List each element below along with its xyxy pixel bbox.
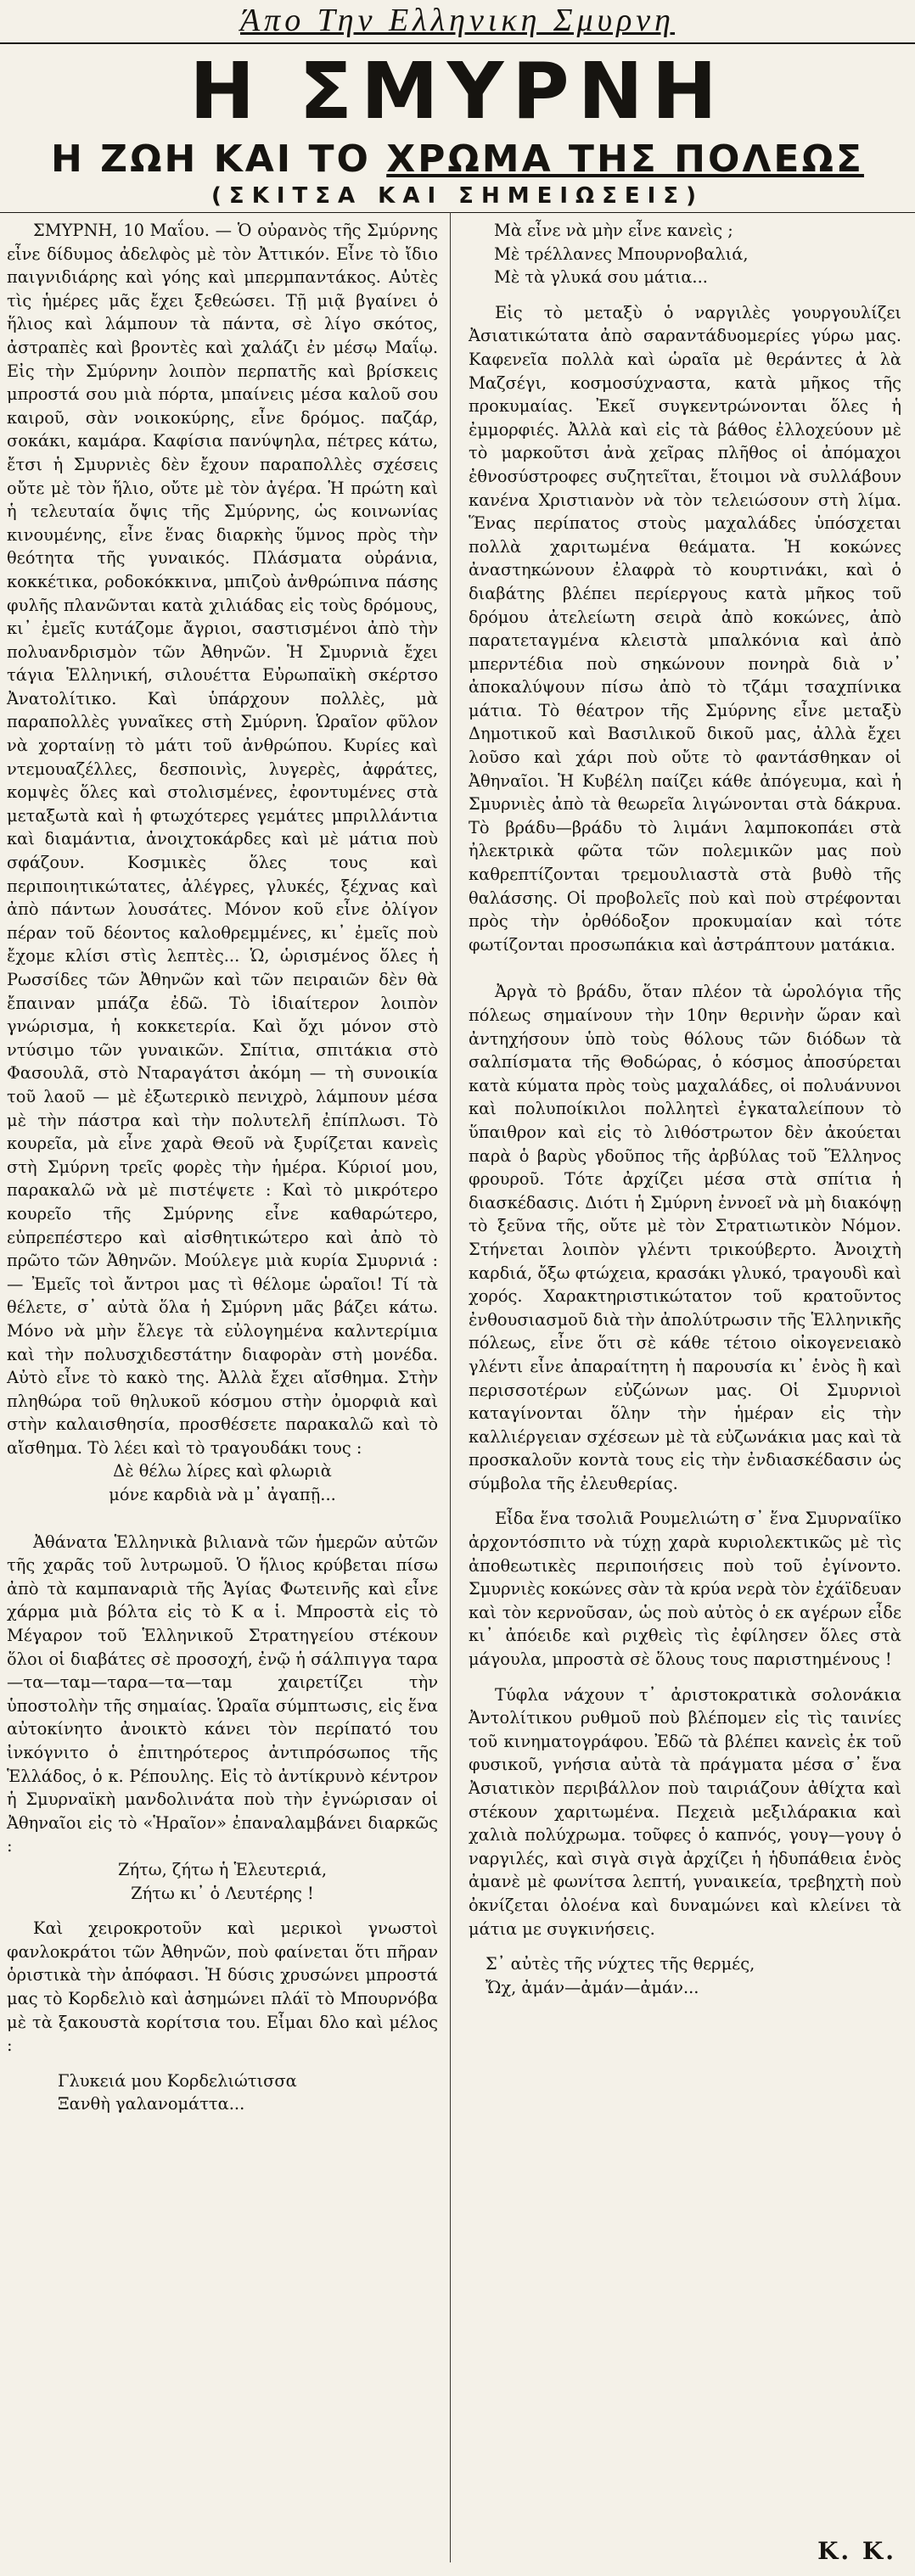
left-verse-3a: Γλυκειά μου Κορδελιώτισσα bbox=[58, 2070, 297, 2091]
subheadline-part-a: Η ΖΩΗ ΚΑΙ ΤΟ bbox=[51, 137, 387, 181]
left-verse-3b: Ξανθὴ γαλανομάττα... bbox=[58, 2094, 245, 2114]
section-kicker: Άπο Την Ελληνικη Σμυρνη bbox=[239, 3, 676, 38]
left-verse-2b: Ζήτω κι᾿ ὁ Λευτέρης ! bbox=[131, 1883, 314, 1903]
right-gap-2 bbox=[469, 1495, 901, 1507]
right-gap-1 bbox=[469, 956, 901, 980]
left-paragraph-3: Καὶ χειροκροτοῦν καὶ μερικοὶ γνωστοὶ φανλοκράτοι τῶν Ἀθηνῶν, ποὺ φαίνεται ὅτι πῆραν ὁριστικὰ τὴν ἀπόφασι. Ἡ δύσις χρυσώνει μπροστά μας τὸ Κορδελιὸ καὶ ἀσημώνει πλάϊ τὸ Μπουρνόβα μὲ τὰ ξακουστὰ κορίτσια του. Εἶμαι δλο καὶ μέλος : bbox=[7, 1918, 438, 2056]
author-signature: Κ. Κ. bbox=[817, 2537, 896, 2565]
right-verse-0c: Μὲ τὰ γλυκά σου μάτια... bbox=[494, 267, 708, 288]
right-gap-4 bbox=[469, 1940, 901, 1952]
right-verse-4b: Ὤχ, ἀμάν—ἀμάν—ἀμάν... bbox=[486, 1977, 699, 1997]
article-kicker: (ΣΚΙΤΣΑ ΚΑΙ ΣΗΜΕΙΩΣΕΙΣ) bbox=[211, 183, 704, 209]
left-gap-3 bbox=[7, 2058, 438, 2069]
headline: Η ΣΜΥΡΝΗ bbox=[189, 46, 726, 137]
subheadline-part-b: ΧΡΩΜΑ ΤΗΣ ΠΟΛΕΩΣ bbox=[386, 137, 864, 181]
right-paragraph-1: Εἰς τὸ μεταξὺ ὁ ναργιλὲς γουργουλίζει Ἀσιατικώτατα ἀπὸ σαραντάδυομερίες γύρω μας. Καφενεῖα πολλὰ καὶ ὡραῖα μὲ θεράντες ἀ λὰ Μαζσέγι, κοσμοσύχναστα, κατὰ μῆκος τῆς προκυμαίας. Ἐκεῖ συγκεντρώνονται ὅλες ἡ ἐμμορφιές. Ἀλλὰ καὶ εἰς τὰ βάθος ἐλλοχεύουν μὲ τὸ μαρκοῦτσι ἀνὰ χεῖρας πλῆθος οἱ ἀπόμαχοι ἐθνοσύστροφες συζητεῖται, ἕτοιμοι νὰ συλλάβουν κανένα Χριστιανὸν νὰ τὸν τελειώσουν στὴ λίμα. Ἕνας περίπατος στοὺς μαχαλάδες ὑπόσχεται πολλὰ χαριτωμένα θεάματα. Ἡ κοκώνες ἀναστηκώνουν ἐλαφρὰ τὸ κουρτινάκι, καὶ ὁ διαβάτης βλέπει περίεργους κατὰ μῆκος τοῦ δρόμου ἀτελείωτη σειρὰ ἀπὸ κοκώνες, ἀπὸ παρατεταγμένα κλειστὰ μπαλκόνια καὶ ἀπὸ μπερντέδια ποὺ σηκώνουν πονηρὰ διὰ ν᾿ ἀποκαλύψουν πίσω ἀπὸ τὸ τζάμι τσαχπίνικα μάτια. Τὸ θέατρον τῆς Σμύρνης εἶνε μεταξὺ Δημοτικοῦ καὶ Βασιλικοῦ δικοῦ μας, ἀλλὰ ἔχει λοῦσο καὶ χάρι ποὺ οὔτε τὸ φαντάσθηκαν οἱ Ἀθηναῖοι. Ἡ Κυβέλη παίζει κάθε ἀπόγευμα, καὶ ἡ Σμυρνιὲς ἀπὸ τὰ θεωρεῖα λιγώνονται στὰ δάκρυα. Τὸ βράδυ—βράδυ τὸ λιμάνι λαμποκοπάει στὰ ἠλεκτρικὰ φῶτα τῶν πολεμικῶν μας ποὺ καθρεπτίζονται τρεμουλιαστὰ στὰ βυθὸ τῆς θαλάσσης. Οἱ προβολεῖς ποὺ καὶ ποὺ στρέφονται πρὸς τὴν ὀρθόδοξον προκυμαίαν καὶ τότε φωτίζονται προσωπάκια καὶ ἀστράπτουν ματάκια. bbox=[469, 302, 901, 955]
left-paragraph-2: Ἀθάνατα Ἑλληνικὰ βιλιανὰ τῶν ἡμερῶν αὐτῶν τῆς χαρᾶς τοῦ λυτρωμοῦ. Ὁ ἥλιος κρύβεται πίσω ἀπὸ τὰ καμπαναριὰ τῆς Ἁγίας Φωτεινῆς καὶ εἶνε χάρμα μιὰ βόλτα εἰς τὸ Κ α ἱ. Μπροστὰ εἰς τὸ Μέγαρον τοῦ Ἑλληνικοῦ Στρατηγείου στέκουν ὅλοι οἱ διαβάτες σὲ προσοχή, ἐνῷ ἡ σάλπιγγα ταρα—τα—ταμ—ταρα—τα—ταμ χαιρετίζει τὴν ὑποστολὴν τῆς σημαίας. Ὡραῖα σύμπτωσις, εἰς ἕνα αὐτοκίνητο ἀνοικτὸ κάνει τὸν περίπατό του ἰνκόγνιτο ὁ ἐπιτηρότερος ἀντιπρόσωπος τῆς Ἑλλάδος, ὁ κ. Ρέπουλης. Εἰς τὸ ἀντίκρυνὸ κέντρον ἡ Σμυρναϊκὴ μανδολινάτα ποὺ τὴν ἐγνώρισαν οἱ Ἀθηναῖοι εἰς τὸ «Ἡραῖον» ἐπαναλαμβάνει διαρκῶς : bbox=[7, 1532, 438, 1856]
header-rule-bottom bbox=[0, 212, 915, 213]
left-gap-2 bbox=[7, 1905, 438, 1917]
left-verse-1a: Δὲ θέλω λίρες καὶ φλωριὰ bbox=[113, 1461, 332, 1481]
right-paragraph-4: Τύφλα νάχουν τ᾿ ἀριστοκρατικὰ σολονάκια Ἀντολίτικου ρυθμοῦ ποὺ βλέπομεν εἰς τὶς ταινίες τοῦ κινηματογράφου. Ἐδῶ τὰ βλέπει κανεὶς ἐκ τοῦ φυσικοῦ, γνήσια αὐτὰ τὰ πράγματα μέσα σ᾿ ἕνα Ἀσιατικὸν περιβάλλον ποὺ ταιριάζουν ἀθίχτα καὶ στέκουν χαριτωμένα. Πεχειὰ μεξιλάρακια καὶ χαλιὰ πολύχρωμα. τοῦφες ὁ καπνός, γουγ—γουγ ὁ ναργιλές, καὶ σιγὰ σιγὰ ἀρχίζει ἡ ἡδυπάθεια ἑνὸς ἀμανὲ μὲ φωνίτσα λεπτή, γυναικεία, τρεβηχτὴ ποὺ ὀκνίζεται ὀλοένα καὶ δυναμώνει καὶ κλείνει τὰ μάτια με συγκινήσεις. bbox=[469, 1684, 901, 1939]
right-gap-0 bbox=[469, 289, 901, 301]
left-paragraph-1: ΣΜΥΡΝΗ, 10 Μαΐου. — Ὁ οὐρανὸς τῆς Σμύρνης εἶνε δίδυμος ἀδελφὸς μὲ τὸν Ἀττικόν. Εἶνε τὸ ἴδιο παιγνιδιάρης καὶ γόης καὶ μπερμπαντάκος. Αὐτὲς τὶς ἡμέρες μᾶς ἔχει ξεθεώσει. Τῇ μιᾷ βγαίνει ὁ ἥλιος καὶ λάμπουν τὰ πάντα, σὲ λίγο σκότος, ἀστραπὲς καὶ βροντὲς καὶ χαλάζι ἐν μέσῳ Μαΐῳ. Εἰς τὴν Σμύρνην λοιπὸν περπατῆς καὶ βρίσκεις μπροστά σου μιὰ πόρτα, μπαίνεις μέσα καλοῦ σου καιροῦ, σὰν νοικοκύρης, εἶνε δρόμος. παζάρ, σοκάκι, καμάρα. Καφίσια πανύψηλα, πέτρες κάτω, ἔτσι ἡ Σμυρνιὲς δὲν ἔχουν παραπολλὲς σχέσεις οὔτε μὲ τὸν ἥλιο, οὔτε μὲ τὸν ἀγέρα. Ἡ πρώτη καὶ ἡ τελευταία ὄψις τῆς Σμύρνης, ὡς κοινωνίας κινουμένης, εἶνε ἕνας διαρκὴς ὕμνος πρὸς τὴν θεότητα τῆς γυναικός. Πλάσματα οὐράνια, κοκκέτικα, ροδοκόκκινα, μπιζοὺ ἀνθρώπινα πάσης φυλῆς πλανῶνται κατὰ χιλιάδας εἰς τοὺς δρόμους, κι᾿ ἐμεῖς κυτάζομε ἄγριοι, σαστισμένοι ἀπὸ τὴν πολυανδρισμὸν τῶν Ἀθηνῶν. Ἡ Σμυρνιὰ ἔχει τάγια Ἑλληνική, σιλουέττα Εὐρωπαϊκὴ σκέρτσο Ἀνατολίτικο. Καὶ ὑπάρχουν πολλὲς, μὰ παραπολλὲς γυναῖκες στὴ Σμύρνη. Ὡραῖον φῦλον νὰ χορταίνῃ τὸ μάτι τοῦ ἀνθρώπου. Κυρίες καὶ ντεμουαζέλλες, δεσποινὶς, λυγερὲς, ἀφράτες, κομψὲς ὅλες καὶ στολισμένες, ἐφοντυμένες στὰ μεταξωτὰ καὶ ἡ φτωχότερες γεμάτες μπριλλάντια καὶ διαμάντια, ἀνοιχτοκάρδες καὶ μὲ μάτια ποὺ σφάζουν. Κοσμικὲς ὅλες τους καὶ περιποιητικώτατες, ἀλέγρες, γλυκές, ξέχνας καὶ ἀπὸ πάντων λουσάτες. Μόνον κοῦ εἶνε ὀλίγον πέραν τοῦ δέοντος καλοθρεμμένες, κι᾿ ἐμεῖς ποὺ ἔχομε κλίσι στὶς λεπτὲς... Ὡ, ὡρισμένος ὅλες ἡ Ρωσσίδες τῶν Ἀθηνῶν καὶ τῶν πειραιῶν δὲν θὰ ἔπαιναν μπάζα ἐδῶ. Τὸ ἰδιαίτερον λοιπὸν γνώρισμα, ἡ κοκκετερία. Καὶ ὄχι μόνον στὸ ντύσιμο τῶν γυναικῶν. Σπίτια, σπιτάκια στὸ Φασουλᾶ, στὸ Νταραγάτσι ἀκόμη — τὴ συνοικία τοῦ λαοῦ — μὲ ἐξωτερικὸ πενιχρὸ, λάμπουν μέσα μὲ τὴν πάστρα καὶ τὴν πολυτελῆ ἐπίπλωσι. Τὸ κουρεῖα, μὰ εἶνε χαρὰ Θεοῦ νὰ ξυρίζεται κανεὶς στὴ Σμύρνη τρεῖς φορὲς τὴν ἡμέρα. Κύριοί μου, παρακαλῶ νὰ μὲ πιστέψετε : Καὶ τὸ μικρότερο κουρεῖο τῆς Σμύρνης εἶνε καθαρώτερο, εὐπρεπέστερο καὶ αἰσθητικώτερο καὶ ἀπὸ τὸ πρῶτο τῶν Ἀθηνῶν. Μούλεγε μιὰ κυρία Σμυρνιά : — Ἐμεῖς τοὶ ἄντροι μας τὶ θέλομε ὡραῖοι! Τί τὰ θέλετε, σ᾿ αὐτὰ ὅλα ἡ Σμύρνη μᾶς βάζει κάτω. Μόνο νὰ μὴν ἔλεγε τὰ εὐλογημένα καλντερίμια καὶ τὴν πολυσχιδεστάτην διαφορὰν στὴ μονέδα. Αὐτὸ εἶνε τὸ κακὸ της. Ἀλλὰ ἔχει αἴσθημα. Στὴν πληθώρα τοῦ θηλυκοῦ κόσμου στὴν ὀμορφιὰ καὶ στὴν καλαισθησία, προσθέσετε παρακαλῶ καὶ τὸ αἴσθημα. Τὸ λέει καὶ τὸ τραγουδάκι τους : bbox=[7, 221, 438, 1458]
left-verse-2a: Ζήτω, ζήτω ἡ Ἑλευτεριά, bbox=[117, 1859, 328, 1879]
right-paragraph-2: Ἀργὰ τὸ βράδυ, ὅταν πλέον τὰ ὡρολόγια τῆς πόλεως σημαίνουν τὴν 10ην θερινὴν ὥραν καὶ ἀντηχήσουν ὑπὸ τοὺς θόλους τῶν διόδων τὰ σαλπίσματα τῆς Θοδώρας, ὁ κόσμος ἀποσύρεται κατὰ κύματα πρὸς τοὺς μαχαλάδες, οἱ πολυάνυνοι καὶ πολυποίκιλοι πολλητεὶ ἐγκαταλείπουν τὸ ὕπαιθρον καὶ εἰς τὸ λιθόστρωτον δὲν ἀκούεται παρὰ ὁ βαρὺς γδοῦπος τῆς ἀρβύλας τοῦ Ἕλληνος φρουροῦ. Τότε ἀρχίζει μέσα στὰ σπίτια ἡ διασκέδασις. Διότι ἡ Σμύρνη ἐννοεῖ νὰ μὴ διακόψῃ τὸ ξεῦνα τῆς, οὔτε μὲ τὸν Στρατιωτικὸν Νόμον. Στήνεται λοιπὸν γλέντι τρικούβερτο. Ἀνοιχτὴ καρδιά, ὄξω φτώχεια, κρασάκι γλυκό, τραγουδὶ καὶ χορός. Χαρακτηριστικώτατον τοῦ κρατοῦντος ἐνθουσιασμοῦ διὰ τὴν ἀπολύτρωσιν τῆς Ἑλληνικῆς πόλεως, εἶνε ὅτι σὲ κάθε τέτοιο οἰκογενειακὸ γλέντι εἶνε ἀπαραίτητη ἡ παρουσία κι᾿ ἑνὸς ἢ καὶ περισσοτέρων εὐζώνων μας. Οἱ Σμυρνιοὶ καταγίνονται ὅλην τὴν ἡμέραν εἰς τὴν καλλιέργειαν σχέσεων μὲ τὰ εὐζωνάκια μας καὶ τὰ προσκαλοῦν κοντὰ τους εἰς τὴν ἐνδιασκέδασιν ὡς σύμβολα τῆς ἐλευθερίας. bbox=[469, 982, 901, 1493]
column-divider bbox=[450, 212, 451, 2562]
column-right bbox=[469, 219, 901, 1999]
subheadline bbox=[0, 137, 915, 182]
column-left bbox=[7, 219, 438, 2116]
left-gap-1 bbox=[7, 1507, 438, 1531]
right-paragraph-3: Εἶδα ἕνα τσολιᾶ Ρουμελιώτη σ᾿ ἕνα Σμυρναίϊκο ἀρχοντόσπιτο νὰ τύχῃ χαρὰ κυριολεκτικῶς μὲ τὶς ἀποθεωτικὲς περιποιήσεις ποὺ τοῦ ἐγίνοντο. Σμυρνιὲς κοκώνες σὰν τὰ κρύα νερὰ τὸν ἐχάϊδευαν καὶ τὸν κερνοῦσαν, ὡς ποὺ αὐτὸς ὁ εκ αγέρων εἶδε κι᾿ ἀπόειδε καὶ ριχθεὶς τὶς ἐφίλησεν ὅλες στὰ μάγουλα, μπροστὰ σὲ ὅλους τους παριστημένους ! bbox=[469, 1509, 901, 1670]
right-verse-0a: Μὰ εἶνε νὰ μὴν εἶνε κανεὶς ; bbox=[494, 221, 733, 240]
right-verse-4a: Σ᾿ αὐτὲς τῆς νύχτες τῆς θερμές, bbox=[486, 1954, 755, 1974]
header-rule-top bbox=[0, 42, 915, 44]
right-gap-3 bbox=[469, 1672, 901, 1683]
right-verse-0b: Μὲ τρέλλανες Μπουρνοβαλιά, bbox=[494, 244, 749, 264]
left-verse-1b: μόνε καρδιὰ νὰ μ᾿ ἀγαπῇ... bbox=[109, 1485, 336, 1505]
